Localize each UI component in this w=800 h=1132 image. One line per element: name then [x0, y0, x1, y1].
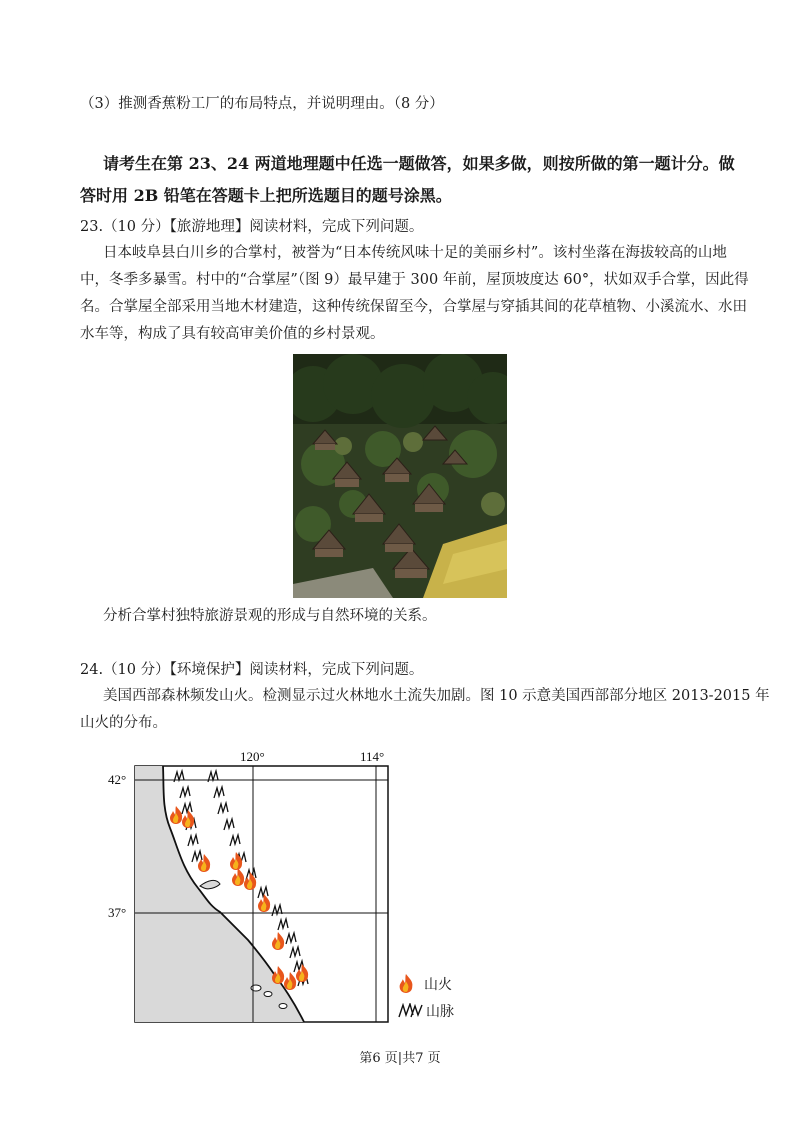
q23-header: 23.（10 分）【旅游地理】阅读材料，完成下列问题。: [80, 219, 424, 235]
notice-line-2: 答时用 2B 铅笔在答题卡上把所选题目的题号涂黑。: [80, 186, 452, 205]
fire-icon: [398, 974, 416, 994]
mountain-icon: [398, 1003, 424, 1019]
legend-fire-label: 山火: [424, 977, 452, 993]
q24-para-line-2: 山火的分布。: [80, 715, 167, 731]
legend-mountain-label: 山脉: [426, 1004, 454, 1020]
question-3: （3）推测香蕉粉工厂的布局特点，并说明理由。（8 分）: [80, 96, 444, 112]
q23-question: 分析合掌村独特旅游景观的形成与自然环境的关系。: [103, 608, 437, 624]
q23-para-line-2: 中，冬季多暴雪。村中的“合掌屋”（图 9）最早建于 300 年前，屋顶坡度达 60°，状如双手合掌，因此得: [80, 272, 749, 288]
page-footer: 第6 页|共7 页: [359, 1051, 441, 1066]
village-photo: [293, 354, 507, 598]
q23-para-line-3: 名。合掌屋全部采用当地木材建造，这种传统保留至今，合掌屋与穿插其间的花草植物、小溪流水、水田: [80, 299, 747, 315]
legend-mountain: [398, 1001, 454, 1021]
q24-para-line-1: 美国西部森林频发山火。检测显示过火林地水土流失加剧。图 10 示意美国西部部分地区 2013-2015 年: [103, 688, 770, 704]
lat-label-42: 42°: [108, 772, 127, 787]
q23-para-line-1: 日本岐阜县白川乡的合掌村，被誉为“日本传统风味十足的美丽乡村”。该村坐落在海拔较高的山地: [103, 245, 727, 261]
q24-header: 24.（10 分）【环境保护】阅读材料，完成下列问题。: [80, 662, 424, 678]
q23-para-line-4: 水车等，构成了具有较高审美价值的乡村景观。: [80, 326, 385, 342]
legend-fire: [398, 974, 452, 994]
lon-label-120: 120°: [240, 749, 265, 764]
lon-label-114: 114°: [360, 749, 385, 764]
lat-label-37: 37°: [108, 905, 127, 920]
notice-line-1: 请考生在第 23、24 两道地理题中任选一题做答，如果多做，则按所做的第一题计分。做: [103, 154, 735, 173]
